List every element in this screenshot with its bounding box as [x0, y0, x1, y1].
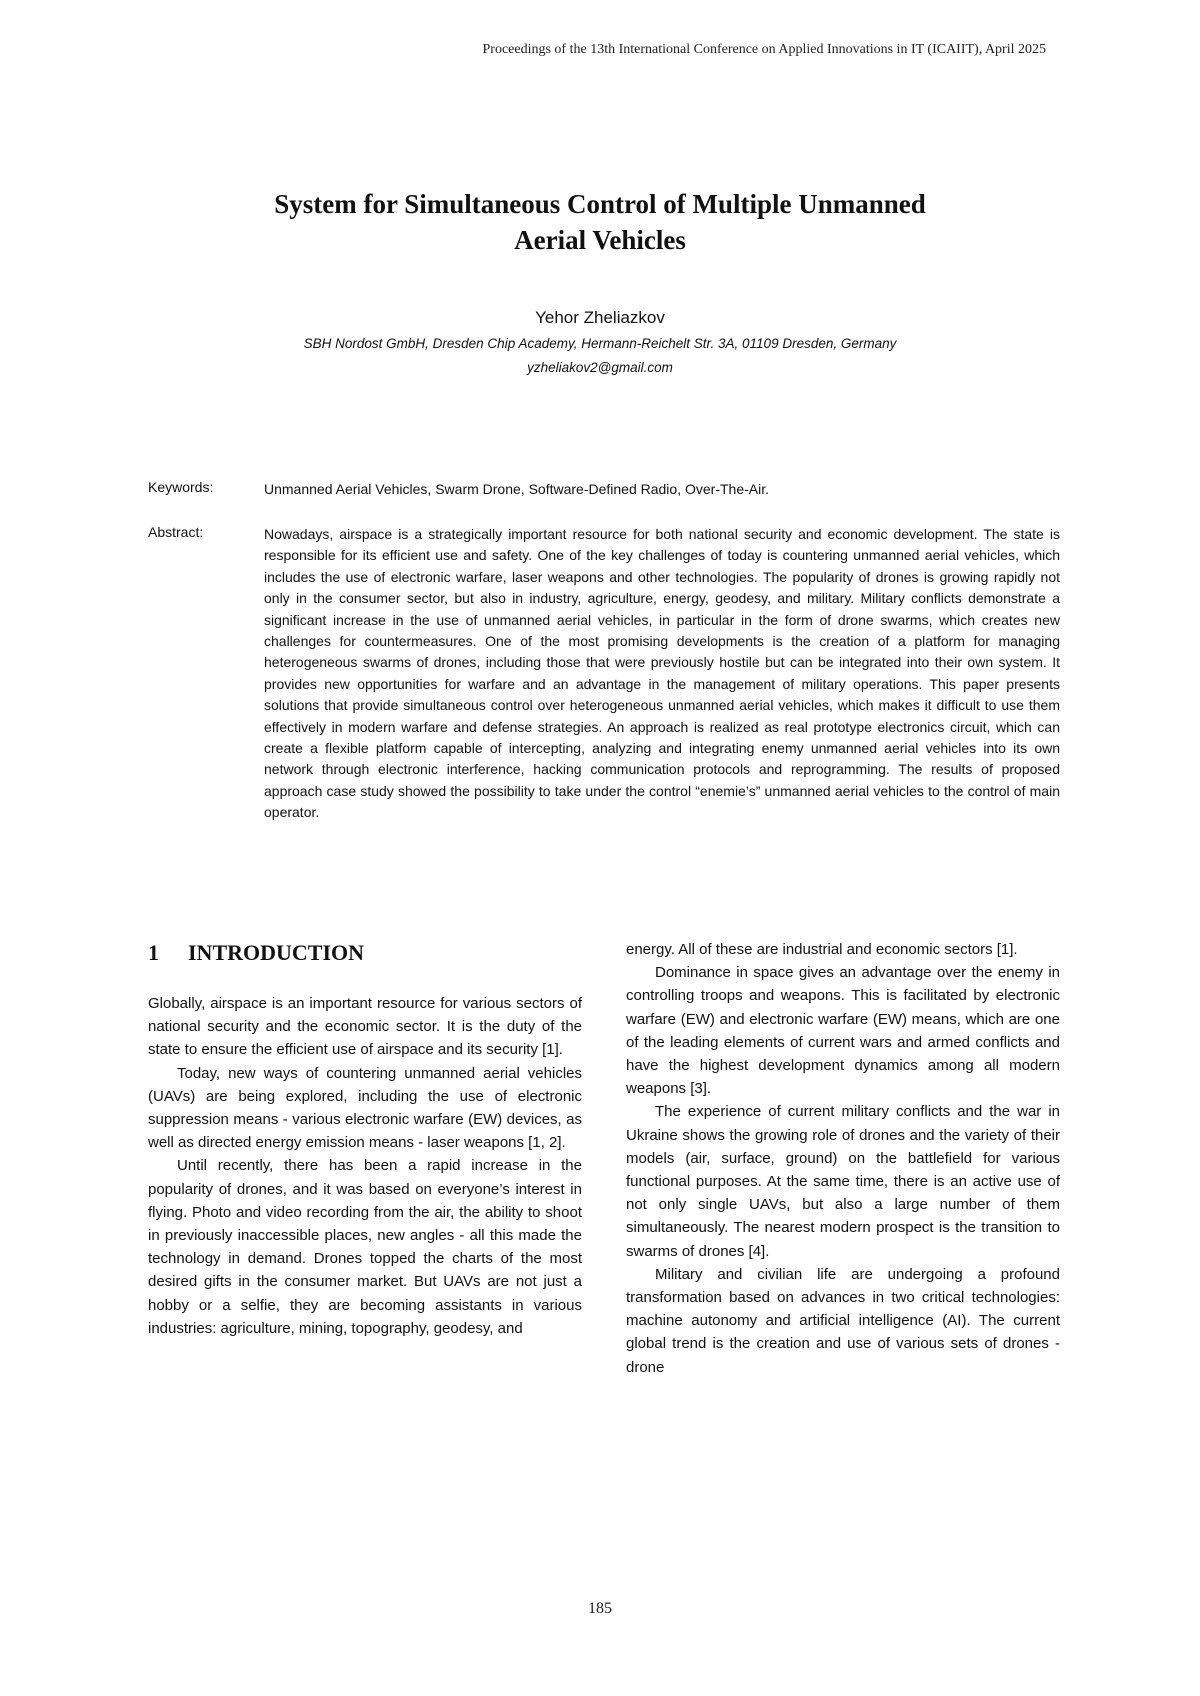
running-head: Proceedings of the 13th International Conference on Applied Innovations in IT (ICAIIT), April 2025 — [482, 42, 1046, 57]
author-name: Yehor Zheliazkov — [535, 308, 665, 327]
title-line-2: Aerial Vehicles — [514, 225, 686, 255]
paragraph: Military and civilian life are undergoing a profound transformation based on advances in two critical technologies: machine autonomy and artificial intelligence (AI). The current global trend is the creation and use of various sets of drones - drone — [626, 1265, 1060, 1376]
abstract-row — [148, 524, 1060, 824]
author-email: yzheliakov2@gmail.com — [527, 360, 673, 375]
paragraph: Until recently, there has been a rapid increase in the popularity of drones, and it was based on everyone’s interest in flying. Photo and video recording from the air, the ability to shoot in previously inaccessible places, new angles - all this made the technology in demand. Drones topped the charts of the most desired gifts in the consumer market. But UAVs are not just a hobby or a selfie, they are becoming assistants in various industries: agriculture, mining, topography, geodesy, and — [148, 1157, 582, 1337]
paper-title — [150, 186, 1050, 258]
paragraph: Today, new ways of countering unmanned aerial vehicles (UAVs) are being explored, including the use of electronic suppression means - various electronic warfare (EW) devices, as well as directed energy emission means - laser weapons [1, 2]. — [148, 1064, 582, 1152]
section-title: INTRODUCTION — [188, 940, 365, 965]
paragraph: energy. All of these are industrial and economic sectors [1]. — [626, 941, 1018, 958]
author-affiliation: SBH Nordost GmbH, Dresden Chip Academy, Hermann-Reichelt Str. 3A, 01109 Dresden, Germany — [303, 336, 897, 351]
left-column — [148, 938, 582, 1340]
title-line-1: System for Simultaneous Control of Multiple Unmanned — [274, 189, 926, 219]
keywords-label: Keywords: — [148, 479, 214, 495]
right-column — [626, 938, 1060, 1379]
keywords-text: Unmanned Aerial Vehicles, Swarm Drone, Software-Defined Radio, Over-The-Air. — [264, 481, 769, 497]
paragraph: Globally, airspace is an important resource for various sectors of national security and the economic sector. It is the duty of the state to ensure the efficient use of airspace and its security [1]. — [148, 995, 582, 1059]
keywords-row — [148, 479, 1060, 500]
section-number: 1 — [148, 940, 159, 965]
abstract-label: Abstract: — [148, 524, 204, 540]
paragraph: Dominance in space gives an advantage over the enemy in controlling troops and weapons. This is facilitated by electronic warfare (EW) and electronic warfare (EW) means, which are one of the leading elements of current wars and armed conflicts and have the highest development dynamics among all modern weapons [3]. — [626, 964, 1060, 1098]
abstract-text: Nowadays, airspace is a strategically important resource for both national security and economic development. The state is responsible for its efficient use and safety. One of the key challenges of today is countering unmanned aerial vehicles, which includes the use of electronic warfare, laser weapons and other technologies. The popularity of drones is growing rapidly not only in the consumer sector, but also in industry, agriculture, energy, geodesy, and military. Military conflicts demonstrate a significant increase in the use of unmanned aerial vehicles, in particular in the form of drone swarms, which creates new challenges for countermeasures. One of the most promising developments is the creation of a platform for managing heterogeneous swarms of drones, including those that were previously hostile but can be integrated into their own system. It provides new opportunities for warfare and an advantage in the management of military operations. This paper presents solutions that provide simultaneous control over heterogeneous unmanned aerial vehicles, which makes it difficult to use them effectively in modern warfare and defense strategies. An approach is realized as real prototype electronics circuit, which can create a flexible platform capable of intercepting, analyzing and integrating enemy unmanned aerial vehicles into its own network through electronic interference, hacking communication protocols and reprogramming. The results of proposed approach case study showed the possibility to take under the control “enemie’s” unmanned aerial vehicles to the control of main operator. — [264, 526, 1060, 821]
section-heading — [148, 938, 582, 968]
paragraph: The experience of current military conflicts and the war in Ukraine shows the growing role of drones and the variety of their models (air, surface, ground) on the battlefield for various functional purposes. At the same time, there is an active use of not only single UAVs, but also a large number of them simultaneously. The nearest modern prospect is the transition to swarms of drones [4]. — [626, 1103, 1060, 1260]
page-number: 185 — [588, 1600, 612, 1617]
